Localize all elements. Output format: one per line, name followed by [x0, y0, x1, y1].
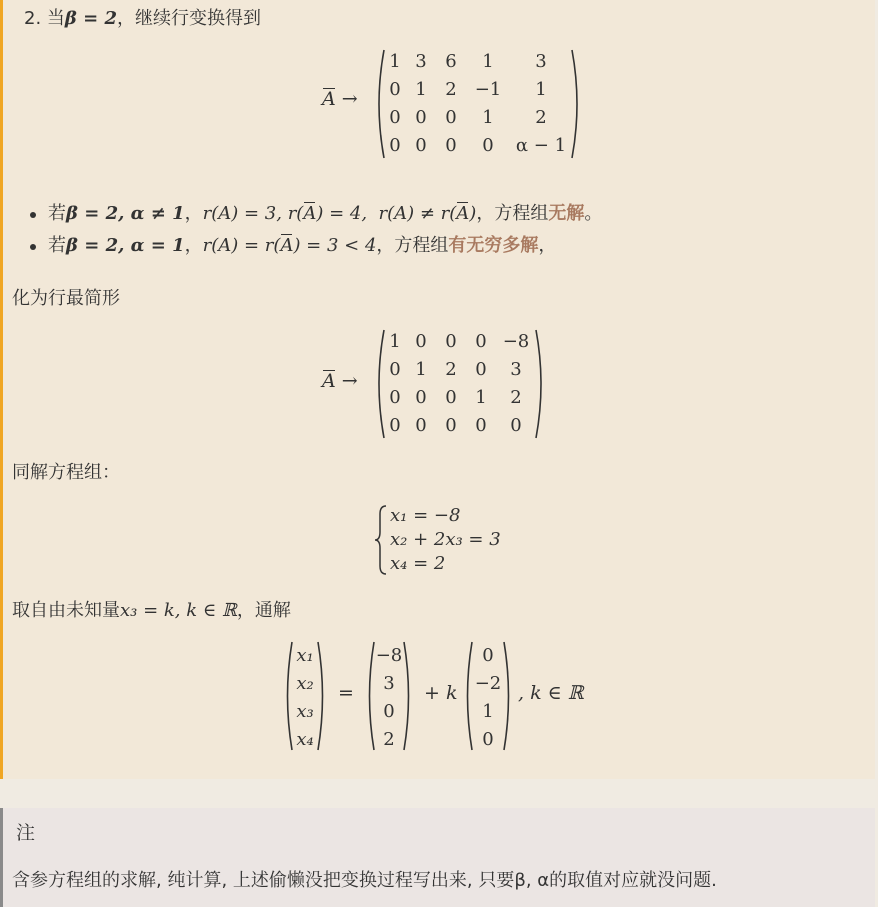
- vector-entry: 1: [482, 701, 494, 722]
- vector-entry: x₄: [296, 729, 314, 750]
- vector-entry: −2: [474, 673, 502, 694]
- matrix-cell: 0: [475, 359, 487, 380]
- column-vector: [282, 640, 328, 752]
- matrix-cell: 0: [445, 415, 457, 436]
- matrix-row: [384, 76, 572, 104]
- note-body: 含参方程组的求解, 纯计算, 上述偷懒没把变换过程写出来, 只要β, α的取值对应就没问题.: [12, 870, 717, 891]
- vector-entry: 0: [482, 645, 494, 666]
- matrix-row: [384, 48, 572, 76]
- matrix-cell: 0: [389, 135, 401, 156]
- bullet-1: 若β = 2, α ≠ 1，r(A) = 3, r(A) = 4, r(A) ≠ r(A)，方程组无解。: [48, 203, 603, 224]
- vector-entry: 3: [383, 673, 395, 694]
- free-variable-text: 取自由未知量x₃ = k, k ∈ ℝ，通解: [12, 600, 291, 621]
- step-intro: 2. 当β = 2，继续行变换得到: [24, 8, 262, 29]
- bullet-dot: [30, 212, 36, 218]
- matrix-cell: 3: [510, 359, 522, 380]
- matrix-cell: 0: [415, 135, 427, 156]
- column-vector: [364, 640, 414, 752]
- matrix-cell: 1: [389, 331, 401, 352]
- right-paren: [570, 48, 584, 160]
- bullet-dot: [30, 244, 36, 250]
- matrix-cell: 2: [445, 359, 457, 380]
- matrix-cell: 3: [415, 51, 427, 72]
- system-text: 同解方程组：: [12, 462, 120, 483]
- operator: + k: [424, 682, 458, 704]
- vector-entry: 2: [383, 729, 395, 750]
- matrix2: [372, 328, 548, 440]
- matrix-row: [384, 104, 572, 132]
- matrix-cell: 0: [415, 331, 427, 352]
- vector-entry: x₃: [296, 701, 314, 722]
- reduce-text: 化为行最简形: [12, 288, 120, 309]
- matrix-cell: 0: [445, 107, 457, 128]
- matrix-cell: 1: [415, 79, 427, 100]
- matrix-cell: 1: [389, 51, 401, 72]
- matrix-cell: 0: [475, 415, 487, 436]
- matrix-cell: 1: [475, 387, 487, 408]
- matrix-cell: 2: [535, 107, 547, 128]
- general-solution: [282, 640, 602, 752]
- matrix-row: [384, 132, 572, 160]
- matrix-cell: 0: [415, 107, 427, 128]
- matrix1: [372, 48, 584, 160]
- vector-entry: 0: [482, 729, 494, 750]
- vector-entry: 0: [383, 701, 395, 722]
- vector-entry: x₁: [296, 645, 314, 666]
- matrix-cell: 1: [415, 359, 427, 380]
- matrix-cell: 0: [389, 415, 401, 436]
- matrix-cell: −8: [502, 331, 530, 352]
- vector-entry: −8: [375, 645, 403, 666]
- matrix-cell: 1: [535, 79, 547, 100]
- matrix-cell: 0: [389, 359, 401, 380]
- matrix-cell: 1: [482, 107, 494, 128]
- matrix-row: [384, 356, 536, 384]
- matrix-row: [384, 328, 536, 356]
- matrix-cell: 0: [482, 135, 494, 156]
- matrix-row: [384, 412, 536, 440]
- matrix-cell: 0: [445, 331, 457, 352]
- matrix-cell: 0: [415, 415, 427, 436]
- matrix2-label: A →: [322, 370, 358, 392]
- column-vector: [462, 640, 514, 752]
- matrix-cell: 0: [475, 331, 487, 352]
- matrix-cell: 0: [389, 107, 401, 128]
- matrix-cell: 0: [415, 387, 427, 408]
- right-paren: [534, 328, 548, 440]
- equation-system: [374, 504, 514, 576]
- matrix-cell: α − 1: [515, 135, 567, 156]
- matrix-cell: 1: [482, 51, 494, 72]
- matrix-cell: 0: [445, 387, 457, 408]
- matrix-cell: 2: [445, 79, 457, 100]
- matrix-cell: 2: [510, 387, 522, 408]
- system-equation: x₁ = −8: [390, 505, 461, 526]
- vector-entry: x₂: [296, 673, 314, 694]
- matrix-cell: 0: [389, 387, 401, 408]
- matrix-cell: 6: [445, 51, 457, 72]
- matrix-cell: 0: [445, 135, 457, 156]
- matrix-cell: 0: [389, 79, 401, 100]
- matrix-cell: 0: [510, 415, 522, 436]
- system-equation: x₄ = 2: [390, 553, 446, 574]
- matrix-row: [384, 384, 536, 412]
- note-title: 注: [16, 822, 36, 844]
- left-brace: [374, 504, 388, 576]
- matrix1-label: A →: [322, 88, 358, 110]
- matrix-cell: −1: [474, 79, 502, 100]
- operator: =: [338, 682, 354, 704]
- operator: , k ∈ ℝ: [518, 682, 584, 704]
- matrix-cell: 3: [535, 51, 547, 72]
- bullet-2: 若β = 2, α = 1，r(A) = r(A) = 3 < 4，方程组有无穷多解，: [48, 235, 557, 256]
- system-equation: x₂ + 2x₃ = 3: [390, 529, 501, 550]
